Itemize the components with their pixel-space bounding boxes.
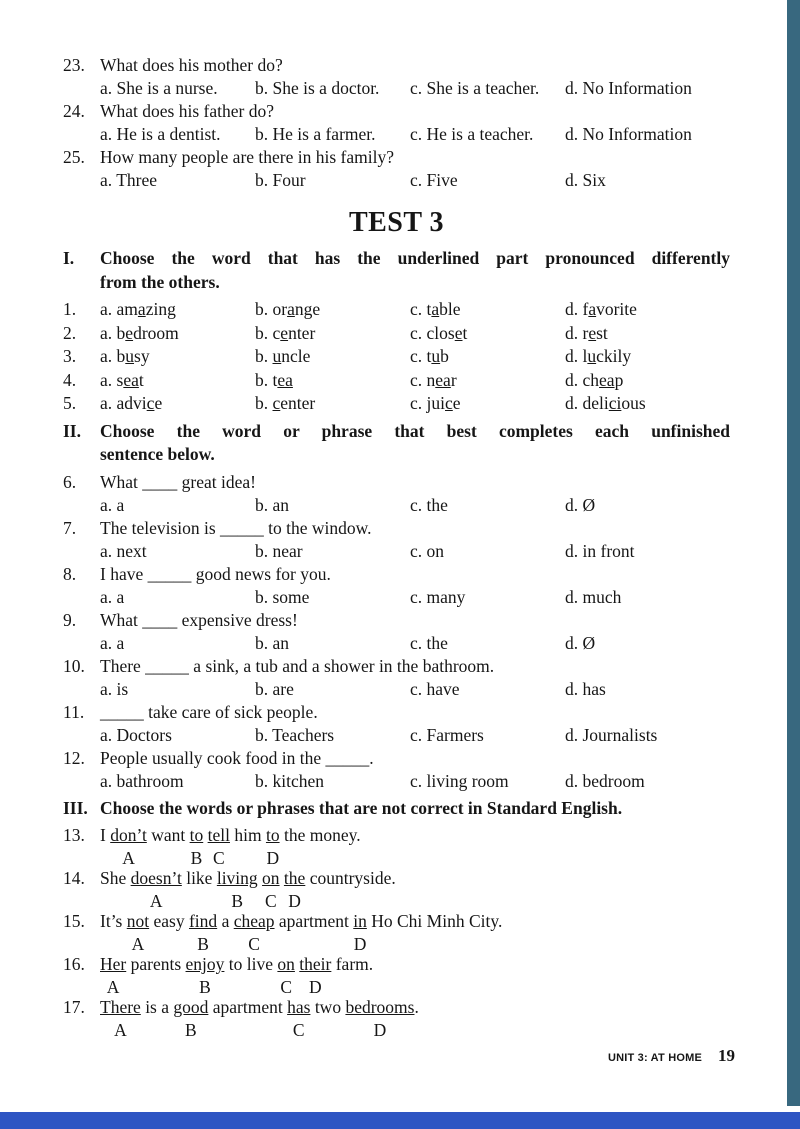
pronunciation-item <box>63 392 730 416</box>
underlined-part: c <box>445 393 453 413</box>
text-run: nge <box>294 299 321 319</box>
error-option-label-B: B <box>197 934 209 954</box>
error-option-label-A: A <box>106 977 120 997</box>
option-b <box>255 322 410 346</box>
error-option-label-A: A <box>131 934 145 954</box>
question-stem: What ____ great idea! <box>100 471 256 492</box>
text-run: b. t <box>255 369 278 390</box>
page-footer <box>608 1046 735 1066</box>
option-c <box>410 298 565 322</box>
error-option-label-C: C <box>292 1020 305 1040</box>
underlined-part: u <box>125 346 135 366</box>
text-run: Ho Chi Minh City. <box>366 911 503 931</box>
error-option-label-B: B <box>185 1020 197 1040</box>
option-b: b. are <box>255 678 294 699</box>
error-sentence <box>63 996 730 1040</box>
option-b <box>255 345 410 369</box>
pronunciation-item <box>63 369 730 393</box>
option-d: d. Six <box>565 170 606 190</box>
text-run: d. l <box>565 346 588 366</box>
question-stem: There _____ a sink, a tub and a shower in the bathroom. <box>100 655 495 676</box>
option-b: b. near <box>255 540 303 561</box>
text-run: b. or <box>255 299 288 319</box>
error-option-label-C: C <box>264 891 277 911</box>
question-text: How many people are there in his family? <box>100 147 394 167</box>
option-d: d. Journalists <box>565 724 658 745</box>
question-number: 24. <box>63 101 85 121</box>
underlined-part: doesn’t A <box>130 868 182 911</box>
page-edge-bottom-bar <box>0 1112 800 1129</box>
options-row <box>63 540 730 563</box>
question-number: 4. <box>63 369 77 390</box>
options-row <box>63 770 730 793</box>
option-a <box>100 392 255 416</box>
option-a <box>100 298 255 322</box>
pronunciation-item <box>63 298 730 322</box>
question-line <box>63 146 730 169</box>
text-run: . <box>414 997 419 1017</box>
question-line <box>63 100 730 123</box>
question-stem: What ____ expensive dress! <box>100 609 298 630</box>
underlined-part: the D <box>283 868 306 911</box>
question-line <box>63 747 730 770</box>
option-c: c. have <box>410 678 460 699</box>
option-d <box>565 392 730 416</box>
option-b <box>255 298 410 322</box>
underlined-part: bedrooms D <box>345 997 415 1040</box>
question-line <box>63 471 730 494</box>
text-run: countryside. <box>305 868 396 888</box>
pronunciation-item <box>63 345 730 369</box>
question-line <box>63 517 730 540</box>
question-stem: The television is _____ to the window. <box>100 517 372 538</box>
text-run: a. s <box>100 369 124 390</box>
section2-roman-numeral: II. <box>63 420 81 441</box>
text-run: a <box>217 911 234 931</box>
options-row <box>63 586 730 609</box>
option-a <box>100 322 255 346</box>
option-c: c. on <box>410 540 445 561</box>
text-run: b. <box>255 393 273 413</box>
option-c: c. She is a teacher. <box>410 78 540 98</box>
error-sentence <box>63 867 730 911</box>
error-option-label-D: D <box>353 934 367 954</box>
option-d: d. Ø <box>565 494 596 515</box>
option-c: c. the <box>410 632 448 653</box>
option-a: a. next <box>100 540 147 561</box>
text-run: sy <box>134 346 150 366</box>
section1-roman-numeral: I. <box>63 248 75 268</box>
option-a: a. a <box>100 586 125 607</box>
section2-heading-text <box>100 420 730 467</box>
section-heading-line: Choose the word that has the underlined part pronounced differently <box>100 248 730 268</box>
option-a: a. Three <box>100 170 158 190</box>
section1-heading-text <box>100 247 730 294</box>
question-number: 7. <box>63 517 77 538</box>
question-number: 17. <box>63 997 85 1017</box>
question-number: 23. <box>63 55 85 75</box>
text-run: e <box>154 393 163 413</box>
option-d: d. Ø <box>565 632 596 653</box>
error-option-label-C: C <box>280 977 292 997</box>
underlined-part: cheap C <box>233 911 275 954</box>
footer-unit-label: UNIT 3: AT HOME <box>607 1052 702 1064</box>
option-b: b. kitchen <box>255 770 325 791</box>
text-run: a. am <box>100 299 138 319</box>
question-text: What does his father do? <box>100 101 274 121</box>
underlined-part: a <box>588 299 597 319</box>
text-run: parents <box>126 954 186 974</box>
section1-items <box>63 298 730 416</box>
error-option-label-B: B <box>231 891 244 911</box>
text-run: zing <box>145 299 176 319</box>
error-option-label-D: D <box>373 1020 387 1040</box>
error-option-label-B: B <box>199 977 211 997</box>
option-d: d. in front <box>565 540 635 561</box>
text-run: t <box>138 369 144 390</box>
option-c: c. many <box>410 586 466 607</box>
text-run: the money. <box>279 825 361 845</box>
text-run: a. b <box>100 322 126 343</box>
section3-items <box>63 824 730 1040</box>
question-number: 10. <box>63 655 85 676</box>
error-option-label-C: C <box>248 934 260 954</box>
option-c: c. living room <box>410 770 509 791</box>
option-d: d. bedroom <box>565 770 645 791</box>
underlined-part: tell C <box>207 825 230 868</box>
option-c <box>410 345 565 369</box>
text-run: d. f <box>565 299 589 319</box>
underlined-part: e <box>454 322 463 343</box>
text-run: b. c <box>255 322 281 343</box>
text-run: p <box>614 369 624 390</box>
sentence-text <box>100 867 730 911</box>
option-b: b. She is a doctor. <box>255 78 380 98</box>
question-number: 9. <box>63 609 77 630</box>
option-b: b. Four <box>255 170 306 190</box>
section2-items <box>63 471 730 793</box>
option-d: d. has <box>565 678 606 699</box>
error-option-label-C: C <box>212 848 225 868</box>
option-b <box>255 369 410 393</box>
text-run: him <box>229 825 266 845</box>
option-d <box>565 322 730 346</box>
section1-heading <box>63 247 730 294</box>
error-sentence <box>63 824 730 868</box>
text-run: c. jui <box>410 393 445 413</box>
text-run: c. t <box>410 346 432 366</box>
text-run: c. clos <box>410 322 455 343</box>
text-run: ous <box>621 393 646 413</box>
option-a <box>100 345 255 369</box>
question-number: 3. <box>63 346 77 366</box>
option-a: a. a <box>100 494 125 515</box>
text-run: is a <box>140 997 174 1017</box>
option-a: a. He is a dentist. <box>100 124 221 144</box>
text-run: to live <box>224 954 278 974</box>
text-run: c. t <box>410 299 432 319</box>
underlined-part: c <box>272 393 281 413</box>
question-line <box>63 54 730 77</box>
text-run: a. advi <box>100 393 147 413</box>
text-run: e <box>452 393 461 413</box>
question-stem: People usually cook food in the _____. <box>100 747 374 768</box>
underlined-part: u <box>587 346 597 366</box>
underlined-part: There A <box>100 997 141 1040</box>
text-run: droom <box>133 322 179 343</box>
option-c: c. the <box>410 494 448 515</box>
test-title: TEST 3 <box>348 207 445 238</box>
question-number: 25. <box>63 147 85 167</box>
options-row <box>63 632 730 655</box>
question-line <box>63 655 730 678</box>
option-d: d. No Information <box>565 124 692 144</box>
underlined-part: in D <box>353 911 367 954</box>
text-run: b. <box>255 346 273 366</box>
text-run: ncle <box>281 346 311 366</box>
underlined-part: find B <box>188 911 218 954</box>
text-run: a. b <box>100 346 126 366</box>
text-run: t <box>462 322 468 343</box>
error-option-label-A: A <box>149 891 163 911</box>
text-run: She <box>100 868 131 888</box>
option-b: b. Teachers <box>255 724 335 745</box>
text-run <box>203 825 207 845</box>
option-c <box>410 322 565 346</box>
sentence-text <box>100 910 730 954</box>
underlined-part: u <box>431 346 441 366</box>
sentence-text <box>100 824 730 868</box>
text-run: enter <box>280 393 316 413</box>
underlined-part: c <box>146 393 155 413</box>
text-run: farm. <box>331 954 374 974</box>
question-line <box>63 701 730 724</box>
question-line <box>63 563 730 586</box>
option-a: a. She is a nurse. <box>100 78 218 98</box>
option-a: a. a <box>100 632 125 653</box>
question-number: 1. <box>63 299 77 319</box>
option-c <box>410 369 565 393</box>
text-run: b <box>440 346 449 366</box>
text-run: c. n <box>410 369 436 390</box>
option-d: d. much <box>565 586 622 607</box>
error-option-label-B: B <box>190 848 203 868</box>
section3-roman-numeral: III. <box>63 797 88 818</box>
underlined-part: ea <box>435 369 451 390</box>
question-number: 15. <box>63 911 85 931</box>
footer-page-number: 19 <box>718 1046 735 1065</box>
underlined-part: don’t A <box>110 825 147 868</box>
section-heading-line: sentence below. <box>100 444 215 464</box>
error-option-label-A: A <box>114 1020 127 1040</box>
text-run: vorite <box>596 299 637 319</box>
text-run: st <box>596 322 608 343</box>
underlined-part: a <box>431 299 440 319</box>
options-row <box>63 123 730 146</box>
question-stem: I have _____ good news for you. <box>100 563 331 584</box>
option-b: b. some <box>255 586 310 607</box>
underlined-part: on C <box>262 868 280 911</box>
error-option-label-D: D <box>288 891 301 911</box>
option-c: c. Farmers <box>410 724 484 745</box>
underlined-part: enjoy B <box>185 954 225 997</box>
error-sentence <box>63 910 730 954</box>
underlined-part: not A <box>126 911 150 954</box>
text-run: d. ch <box>565 369 600 390</box>
text-run: apartment <box>208 997 288 1017</box>
question-number: 11. <box>63 701 85 722</box>
option-a: a. bathroom <box>100 770 184 791</box>
underlined-part: their D <box>299 954 332 997</box>
option-d <box>565 369 730 393</box>
option-d <box>565 298 730 322</box>
option-b <box>255 392 410 416</box>
option-c <box>410 392 565 416</box>
text-run: like <box>181 868 217 888</box>
options-row <box>63 77 730 100</box>
text-run: two <box>310 997 346 1017</box>
question-line <box>63 609 730 632</box>
underlined-part: e <box>588 322 597 343</box>
option-b: b. He is a farmer. <box>255 124 376 144</box>
option-a <box>100 369 255 393</box>
question-number: 14. <box>63 868 85 888</box>
error-option-label-A: A <box>122 848 135 868</box>
underlined-part: e <box>280 322 289 343</box>
underlined-part: good B <box>173 997 209 1040</box>
underlined-part: a <box>287 299 295 319</box>
text-run: d. r <box>565 322 589 343</box>
underlined-part: has C <box>287 997 311 1040</box>
text-run: I <box>100 825 111 845</box>
pronunciation-item <box>63 322 730 346</box>
question-number: 5. <box>63 393 77 413</box>
underlined-part: e <box>125 322 134 343</box>
underlined-part: a <box>137 299 146 319</box>
options-row <box>63 724 730 747</box>
underlined-part: ea <box>599 369 615 390</box>
underlined-part: living B <box>216 868 258 911</box>
question-number: 8. <box>63 563 77 584</box>
section3-heading <box>63 797 730 821</box>
underlined-part: u <box>272 346 282 366</box>
error-option-label-D: D <box>266 848 280 868</box>
question-stem: _____ take care of sick people. <box>100 701 318 722</box>
section3-heading-text <box>100 797 730 821</box>
options-row <box>63 678 730 701</box>
question-number: 16. <box>63 954 85 974</box>
underlined-part: to D <box>265 825 280 868</box>
error-option-label-D: D <box>308 977 322 997</box>
section-heading-line: Choose the word or phrase that best completes each unfinished <box>100 420 730 441</box>
sentence-text <box>100 996 730 1040</box>
question-number: 13. <box>63 825 85 845</box>
option-b: b. an <box>255 494 290 515</box>
underlined-part: ci <box>608 393 622 413</box>
text-run: r <box>450 369 457 390</box>
text-run: want <box>146 825 190 845</box>
section-heading-line: from the others. <box>100 271 220 292</box>
option-a: a. Doctors <box>100 724 172 745</box>
error-sentence <box>63 953 730 997</box>
text-run: easy <box>149 911 189 931</box>
question-text: What does his mother do? <box>100 55 283 75</box>
text-run: ble <box>439 299 461 319</box>
question-number: 6. <box>63 471 77 492</box>
option-b: b. an <box>255 632 290 653</box>
section2-heading <box>63 420 730 467</box>
option-d: d. No Information <box>565 78 692 98</box>
text-run: It’s <box>100 911 127 931</box>
underlined-part: Her A <box>100 954 127 997</box>
options-row <box>63 169 730 192</box>
underlined-part: to B <box>189 825 204 868</box>
intro-questions <box>63 54 730 192</box>
sentence-text <box>100 953 730 997</box>
option-a: a. is <box>100 678 129 699</box>
text-run: ckily <box>596 346 632 366</box>
underlined-part: on C <box>277 954 295 997</box>
text-run: d. deli <box>565 393 609 413</box>
question-number: 12. <box>63 747 85 768</box>
page-edge-right-bar <box>787 0 800 1106</box>
underlined-part: ea <box>123 369 139 390</box>
underlined-part: ea <box>277 369 293 390</box>
option-c: c. Five <box>410 170 458 190</box>
option-d <box>565 345 730 369</box>
question-number: 2. <box>63 322 77 343</box>
options-row <box>63 494 730 517</box>
section-heading-line: Choose the words or phrases that are not correct in Standard English. <box>100 797 623 818</box>
text-run: nter <box>288 322 316 343</box>
option-c: c. He is a teacher. <box>410 124 534 144</box>
text-run: apartment <box>274 911 354 931</box>
